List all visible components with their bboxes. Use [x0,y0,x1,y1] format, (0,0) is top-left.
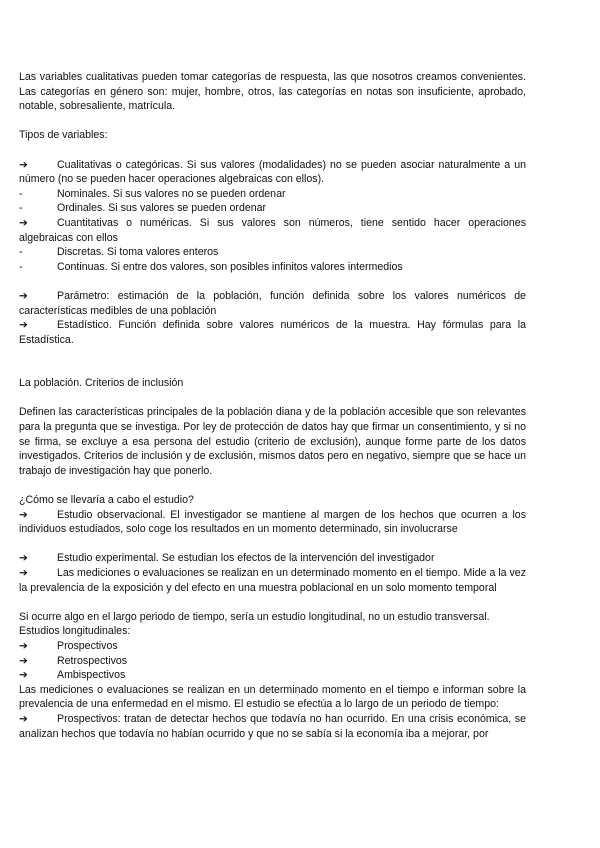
arrow-icon: ➔ [19,567,28,579]
bullet-cualitativas [19,158,526,187]
heading-como-estudio: ¿Cómo se llevaría a cabo el estudio? [19,494,194,507]
arrow-icon: ➔ [19,319,28,332]
bullet-estadistico [19,318,526,347]
bullet-text: Estudio experimental. Se estudian los efectos de la intervención del investigador [57,552,435,565]
arrow-icon: ➔ [19,654,28,667]
heading-poblacion: La población. Criterios de inclusión [19,377,184,390]
arrow-icon: ➔ [19,216,28,229]
bullet-continuas [19,260,526,275]
dash-marker: - [19,246,23,259]
bullet-text: Ambispectivos [57,669,126,682]
bullet-text: Prospectivos [57,639,118,652]
bullet-cuantitativas [19,216,526,245]
bullet-text: Retrospectivos [57,654,128,667]
bullet-ordinales [19,201,526,216]
paragraph-definen: Definen las características principales de la población diana y de la población accesible que son relevantes para la pregunta que se investiga. Por ley de protección de datos hay que firmar un consentimiento, y si no se firma, se excluye a esa persona del estudio (criterio de exclusión), aunque forme parte de los datos investigados. Criterios de inclusión y de exclusión, mismos datos pero en negativo, siempre que se hace un trabajo de investigación hay que ponerlo. [19,406,526,477]
bullet-text: Las mediciones o evaluaciones se realizan en un determinado momento en el tiempo. Mide a la vez la prevalencia de la exposición y del efecto en una muestra poblacional en un solo momento temporal [19,567,526,594]
bullet-text: Estadístico. Función definida sobre valores numéricos de la muestra. Hay fórmulas para la Estadística. [19,319,526,346]
bullet-text: Discretas. Si toma valores enteros [57,246,219,259]
bullet-text: Continuas. Si entre dos valores, son posibles infinitos valores intermedios [57,260,403,273]
bullet-parametro [19,289,526,318]
paragraph-largo-periodo: Si ocurre algo en el largo periodo de tiempo, sería un estudio longitudinal, no un estudio transversal. [19,610,490,623]
arrow-icon: ➔ [19,552,28,565]
bullet-text: Parámetro: estimación de la población, función definida sobre los valores numéricos de características medibles de una población [19,289,526,317]
bullet-text: Cualitativas o categóricas. Si sus valores (modalidades) no se pueden asociar naturalmente a un número (no se pueden hacer operaciones algebraicas con ellos). [19,158,526,186]
bullet-text: Prospectivos: tratan de detectar hechos que todavía no han ocurrido. En una crisis económica, se analizan hechos que todavía no habían ocurrido y que no se sabía si la economía iba a mejorar, por [19,712,526,740]
bullet-prospectivos-def [19,712,526,741]
dash-marker: - [19,202,23,215]
bullet-observacional [19,508,526,537]
bullet-mediciones [19,566,526,595]
arrow-icon: ➔ [19,508,28,521]
bullet-text: Ordinales. Si sus valores se pueden ordenar [57,202,267,215]
bullet-discretas [19,245,526,260]
bullet-text: Cuantitativas o numéricas. Si sus valores son números, tiene sentido hacer operaciones algebraicas con ellos [19,216,526,244]
bullet-text: Estudio observacional. El investigador se mantiene al margen de los hechos que ocurren a los individuos estudiados, solo coge los resultados en un momento determinado, sin involucrarse [19,508,526,536]
bullet-retrospectivos [19,654,526,669]
arrow-icon: ➔ [19,289,28,302]
arrow-icon: ➔ [19,158,28,171]
arrow-icon: ➔ [19,639,28,652]
dash-marker: - [19,260,23,273]
bullet-ambispectivos [19,668,526,683]
heading-tipos-de-variables: Tipos de variables: [19,129,108,142]
bullet-prospectivos [19,639,526,654]
heading-estudios-longitudinales: Estudios longitudinales: [19,625,131,638]
paragraph-mediciones-periodo: Las mediciones o evaluaciones se realizan en un determinado momento en el tiempo e informan sobre la prevalencia de una enfermedad en el mismo. El estudio se efectúa a lo largo de un periodo de tiempo: [19,683,526,711]
dash-marker: - [19,187,23,200]
arrow-icon: ➔ [19,669,28,682]
bullet-text: Nominales. Si sus valores no se pueden ordenar [57,187,286,200]
bullet-nominales [19,187,526,202]
paragraph-intro: Las variables cualitativas pueden tomar categorías de respuesta, las que nosotros creamos convenientes. Las categorías en género son: mujer, hombre, otros, las categorías en notas son insuficiente, aprobado, notable, sobresaliente, matrícula. [19,71,526,113]
bullet-experimental [19,551,526,566]
arrow-icon: ➔ [19,712,28,725]
